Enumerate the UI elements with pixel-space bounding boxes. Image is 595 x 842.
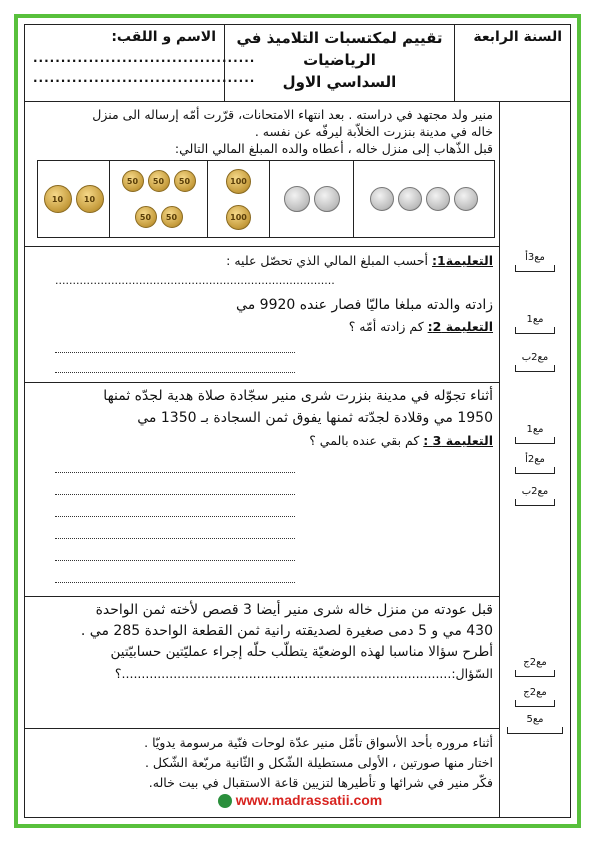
criterion-mark [502,352,568,372]
score-bracket[interactable] [515,467,555,474]
question-line[interactable]: السّؤال:...................................................................................؟ [114,666,493,681]
answer-line[interactable] [55,352,295,353]
coin-100-icon: 100 [226,169,251,194]
criterion-mark [502,424,568,444]
score-bracket[interactable] [515,365,555,372]
divider [25,596,499,597]
score-bracket[interactable] [507,727,563,734]
answer-line[interactable] [55,372,295,373]
score-bracket[interactable] [515,670,555,677]
watermark-logo-icon [218,794,232,808]
criterion-label: مع5 [526,714,544,725]
task2-label: التعليمة 2: [427,319,493,334]
market-line: اختار منها صورتين ، الأولى مستطيلة الشّكل و الثّانية مربّعة الشّكل . [144,755,493,770]
task1-text: أحسب المبلغ المالي الذي تحصّل عليه : [226,253,432,268]
silver-coin-icon [314,186,340,212]
criterion-label: مع2ج [523,687,547,698]
divider [25,728,499,729]
criterion-mark [502,252,568,272]
criterion-mark [502,657,568,677]
task3-line [31,432,493,449]
coins-box-50 [110,161,208,237]
watermark-text: www.madrassatii.com [235,792,383,808]
task2-line [31,318,493,335]
market-line: أثناء مروره بأحد الأسواق تأمّل منير عدّة لوحات فنّية مرسومة يدويّا . [144,735,493,750]
silver-coin-icon [284,186,310,212]
answer-line[interactable] [55,538,295,539]
grade-level [455,25,570,101]
score-bracket[interactable] [515,265,555,272]
return-line: 430 مي و 5 دمى صغيرة لصديقته رانية ثمن القطعة الواحدة 285 مي . [80,623,493,639]
criterion-label: مع1 [526,424,544,435]
answer-dots[interactable]: ................................................................................ [55,274,335,287]
score-bracket[interactable] [515,327,555,334]
criterion-label: مع1 [526,314,544,325]
worksheet-header [24,24,571,102]
coins-box-silver-large [354,161,494,237]
coin-50-icon: 50 [148,170,170,192]
coin-50-icon: 50 [174,170,196,192]
name-label: الاسم و اللقب: [111,29,216,45]
coin-100-icon: 100 [226,205,251,230]
silver-coin-icon [370,187,394,211]
coins-box-100 [208,161,270,237]
coins-box-silver-small [270,161,354,237]
criterion-label: مع2ج [523,657,547,668]
criterion-mark [502,314,568,334]
title-line: الرياضيات [303,51,376,69]
task1-label: التعليمة1: [431,253,493,268]
title-line: تقييم لمكتسبات التلاميذ في [236,29,443,47]
criterion-mark [502,714,568,734]
criterion-mark [502,454,568,474]
answer-line[interactable] [55,472,295,473]
silver-coin-icon [426,187,450,211]
criterion-label: مع2ب [521,486,549,497]
divider [25,246,499,247]
page-frame [14,14,581,828]
score-bracket[interactable] [515,437,555,444]
task1-line [31,252,493,269]
criterion-label: مع3أ [525,252,545,263]
intro-line: خاله في مدينة بنزرت الخلاّبة ليرفّه عن نفسه . [254,124,493,139]
task2-text: كم زادته أمّه ؟ [348,319,428,334]
answer-line[interactable] [55,582,295,583]
site-watermark [150,792,450,808]
score-bracket[interactable] [515,499,555,506]
intro-line: قبل الذّهاب إلى منزل خاله ، أعطاه والده المبلغ المالي التالي: [174,141,493,156]
worksheet-title [225,25,455,101]
worksheet [24,24,571,818]
silver-coin-icon [454,187,478,211]
return-line: أطرح سؤالا مناسبا لهذه الوضعيّة يتطلّب حلّه إجراء عمليّتين حسابيّتين [110,644,493,660]
coins-box-10 [38,161,110,237]
mother-amount-line: زادته والدته مبلغا ماليّا فصار عنده 9920 مي [236,297,493,313]
intro-line: منير ولد مجتهد في دراسته . بعد انتهاء الامتحانات، قرّرت أمّه إرساله الى منزل [92,107,493,122]
criterion-label: مع2ب [521,352,549,363]
grade-label: السنة الرابعة [473,29,562,45]
name-dots: ........................................ [33,51,256,65]
coin-50-icon: 50 [161,206,183,228]
student-name-box [25,25,256,101]
task3-label: التعليمة 3 : [423,433,493,448]
title-line: السداسي الاول [282,73,397,91]
criterion-label: مع2أ [525,454,545,465]
answer-line[interactable] [55,516,295,517]
divider [25,382,499,383]
coin-50-icon: 50 [122,170,144,192]
exercise-content [24,102,500,818]
criterion-mark [502,486,568,506]
task3-text: كم بقي عنده بالمي ؟ [309,433,424,448]
return-line: قبل عودته من منزل خاله شرى منير أيضا 3 قصص لأخته ثمن الواحدة [95,602,493,618]
name-dots: ........................................ [33,71,256,85]
coin-50-icon: 50 [135,206,157,228]
gift-line: 1950 مي وقلادة لجدّته ثمنها يفوق ثمن السجادة بـ 1350 مي [137,410,493,426]
criterion-mark [502,687,568,707]
answer-line[interactable] [55,560,295,561]
coins-table [37,160,495,238]
coin-10-icon: 10 [44,185,72,213]
answer-line[interactable] [55,494,295,495]
market-line: فكّر منير في شرائها و تأطيرها لتزيين قاعة الاستقبال في بيت خاله. [148,775,493,790]
coin-10-icon: 10 [76,185,104,213]
score-bracket[interactable] [515,700,555,707]
criteria-column [500,102,571,818]
silver-coin-icon [398,187,422,211]
gift-line: أثناء تجوّله في مدينة بنزرت شرى منير سجّادة صلاة هدية لجدّه ثمنها [103,388,493,404]
